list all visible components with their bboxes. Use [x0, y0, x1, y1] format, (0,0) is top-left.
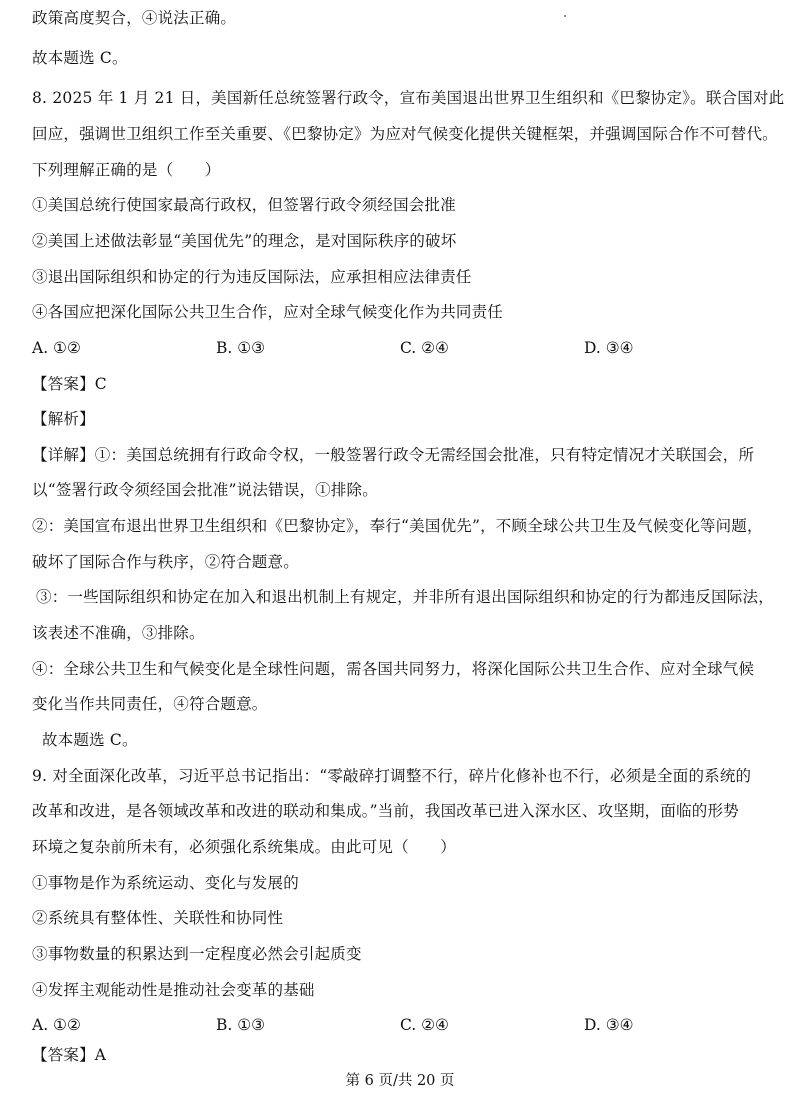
q8-stem-line-2: 回应，强调世卫组织工作至关重要、《巴黎协定》为应对气候变化提供关键框架，并强调国际合作不可替代。 [32, 125, 778, 143]
q8-detail-1b: 以“签署行政令须经国会批准”说法错误，①排除。 [32, 481, 378, 499]
q8-detail-2a: ②：美国宣布退出世界卫生组织和《巴黎协定》，奉行“美国优先”，不顾全球公共卫生及气候变化等问题， [32, 517, 763, 535]
page-number: 第 6 页/共 20 页 [345, 1073, 455, 1089]
q9-option-b: B. ①③ [216, 1016, 266, 1034]
q8-detail-3a: ③：一些国际组织和协定在加入和退出机制上有规定，并非所有退出国际组织和协定的行为都违反国际法， [36, 588, 774, 606]
q8-answer: 【答案】C [32, 375, 107, 393]
q8-statement-2: ②美国上述做法彰显“美国优先”的理念，是对国际秩序的破坏 [32, 232, 457, 250]
q8-stem-line-3: 下列理解正确的是（ ） [32, 161, 221, 179]
q8-option-c: C. ②④ [400, 339, 449, 357]
q8-option-d: D. ③④ [584, 339, 634, 357]
q9-answer: 【答案】A [32, 1046, 107, 1064]
q8-option-b: B. ①③ [216, 339, 266, 357]
intro-line-1: 政策高度契合，④说法正确。 [32, 9, 237, 27]
q8-detail-2b: 破坏了国际合作与秩序，②符合题意。 [32, 553, 299, 571]
q8-detail-3b: 该表述不准确，③排除。 [32, 624, 205, 642]
q8-statement-4: ④各国应把深化国际公共卫生合作，应对全球气候变化作为共同责任 [32, 303, 504, 321]
q9-stem-line-1: 9. 对全面深化改革，习近平总书记指出：“零敲碎打调整不行，碎片化修补也不行，必须是全面的系统的 [32, 767, 752, 785]
q8-stem-line-1: 8. 2025 年 1 月 21 日，美国新任总统签署行政令，宣布美国退出世界卫生组织和《巴黎协定》。联合国对此 [32, 89, 785, 107]
q9-stem-line-2: 改革和改进，是各领域改革和改进的联动和集成。”当前，我国改革已进入深水区、攻坚期，面临的形势 [32, 802, 739, 820]
q8-detail-1a: 【详解】①：美国总统拥有行政命令权，一般签署行政令无需经国会批准，只有特定情况才关联国会，所 [32, 446, 755, 464]
q8-conclusion: 故本题选 C。 [42, 731, 138, 749]
q9-option-d: D. ③④ [584, 1016, 634, 1034]
q9-stem-line-3: 环境之复杂前所未有，必须强化系统集成。由此可见（ ） [32, 838, 456, 856]
q9-statement-3: ③事物数量的积累达到一定程度必然会引起质变 [32, 945, 362, 963]
q8-option-a: A. ①② [32, 339, 81, 357]
q8-detail-4b: 变化当作共同责任，④符合题意。 [32, 695, 268, 713]
q8-statement-3: ③退出国际组织和协定的行为违反国际法，应承担相应法律责任 [32, 268, 472, 286]
q9-statement-2: ②系统具有整体性、关联性和协同性 [32, 909, 284, 927]
q9-option-c: C. ②④ [400, 1016, 449, 1034]
q8-analysis-label: 【解析】 [32, 410, 95, 428]
intro-line-2: 故本题选 C。 [32, 49, 128, 67]
q9-option-a: A. ①② [32, 1016, 81, 1034]
q9-statement-4: ④发挥主观能动性是推动社会变革的基础 [32, 981, 315, 999]
q8-statement-1: ①美国总统行使国家最高行政权，但签署行政令须经国会批准 [32, 196, 456, 214]
q8-detail-4a: ④：全球公共卫生和气候变化是全球性问题，需各国共同努力，将深化国际公共卫生合作、应对全球气候 [32, 660, 755, 678]
q9-statement-1: ①事物是作为系统运动、变化与发展的 [32, 874, 299, 892]
